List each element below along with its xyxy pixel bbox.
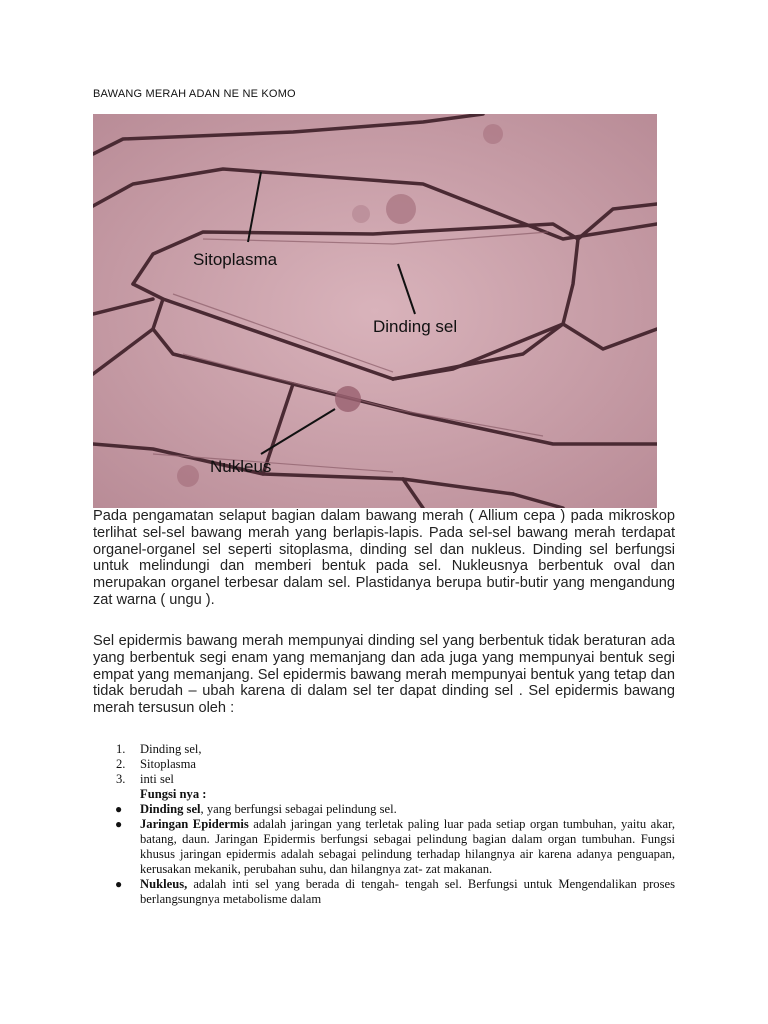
bullet-term: Jaringan Epidermis [140,817,249,831]
bullet-term: Dinding sel [140,802,201,816]
list-item [93,772,675,787]
bullet-item [93,817,675,877]
label-sitoplasma: Sitoplasma [193,250,278,269]
cell-parts-list [93,742,675,907]
list-number: 2. [116,757,126,771]
fungsi-heading: Fungsi nya : [140,787,207,801]
paragraph-1: Pada pengamatan selaput bagian dalam bawang merah ( Allium cepa ) pada mikroskop terlihat sel-sel bawang merah yang berlapis-lapis. Pada sel-sel bawang merah terdapat organel-organel sel seperti sitoplasma, dinding sel dan nukleus. Dinding sel berfungsi untuk melindungi dan memberi bentuk pada sel. Nukleusnya berbentuk oval dan merupakan organel terbesar dalam sel. Plastidanya berupa butir-butir yang mengandung zat warna ( ungu ). [93,508,675,608]
bullet-item [93,877,675,907]
document-title: BAWANG MERAH ADAN NE NE KOMO [93,88,296,100]
list-text: inti sel [140,772,174,786]
bullet-icon: ● [115,817,123,831]
list-text: Dinding sel, [140,742,202,756]
label-nukleus: Nukleus [210,457,272,476]
bullet-icon: ● [115,802,123,816]
bullet-text: adalah jaringan yang terletak paling luar pada setiap organ tumbuhan, yaitu akar, batang, daun. Jaringan Epidermis berfungsi sebagai pelindung bagian dalam organ tumbuhan. Fungsi khusus jaringan epidermis adalah sebagai pelindung terhadap hilangnya air karena adanya penguapan, kerusakan mekanik, perubahan suhu, dan hilangnya zat- zat makanan. [140,817,675,876]
list-item [93,742,675,757]
list-text: Sitoplasma [140,757,196,771]
bullet-item [93,802,675,817]
list-item [93,757,675,772]
bullet-icon: ● [115,877,123,891]
bullet-text: , yang berfungsi sebagai pelindung sel. [200,802,397,816]
bullet-term: Nukleus, [140,877,188,891]
list-number: 3. [116,772,126,786]
bullet-text: adalah inti sel yang berada di tengah- tengah sel. Berfungsi untuk Mengendalikan proses berlangsungnya metabolisme dalam [140,877,675,906]
label-dinding-sel: Dinding sel [373,317,458,336]
list-number: 1. [116,742,126,756]
paragraph-2: Sel epidermis bawang merah mempunyai dinding sel yang berbentuk tidak beraturan ada yang berbentuk segi enam yang memanjang dan ada juga yang mempunyai bentuk segi empat yang memanjang. Sel epidermis bawang merah mempunyai bentuk yang tetap dan tidak berudah – ubah karena di dalam sel ter dapat dinding sel . Sel epidermis bawang merah tersusun oleh : [93,633,675,717]
microscope-image [93,114,657,508]
